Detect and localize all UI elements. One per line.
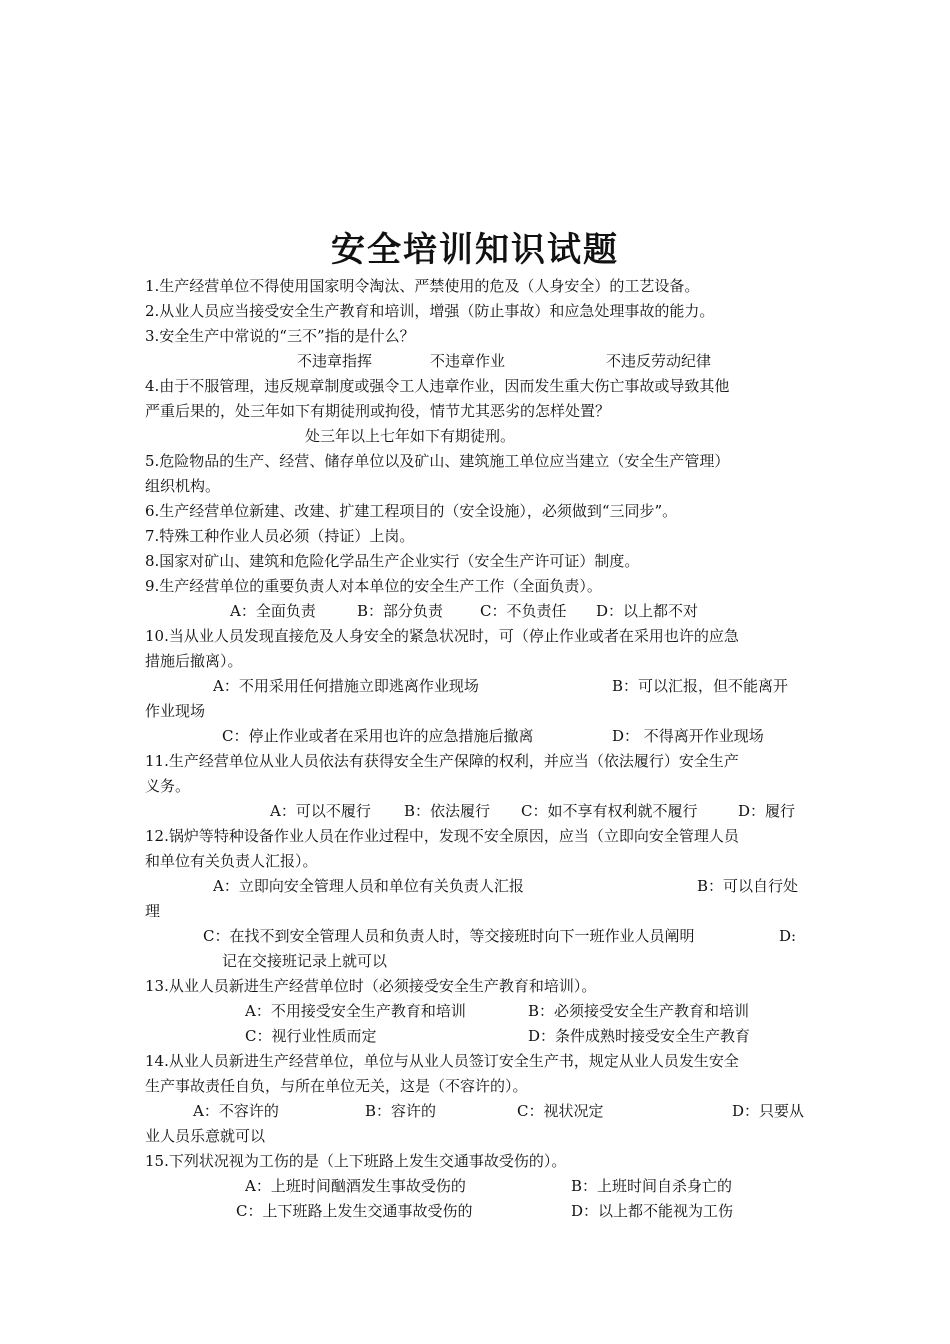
q12-option-c: C：在找不到安全管理人员和负责人时，等交接班时向下一班作业人员阐明 (203, 927, 695, 945)
q15-option-d: D：以上都不能视为工伤 (571, 1202, 734, 1220)
q9-option-a: A：全面负责 (230, 602, 316, 620)
q11-option-c: C：如不享有权利就不履行 (521, 802, 698, 820)
q13-option-d: D：条件成熟时接受安全生产教育 (528, 1027, 751, 1045)
q4-text-line1: 4.由于不服管理，违反规章制度或强令工人违章作业，因而发生重大伤亡事故或导致其他 (145, 377, 730, 395)
q12-option-b-cont: 理 (145, 902, 161, 920)
q2-text: 2.从业人员应当接受安全生产教育和培训，增强（防止事故）和应急处理事故的能力。 (145, 302, 715, 320)
q14-text-line2: 生产事故责任自负，与所在单位无关，这是（不容许的）。 (145, 1077, 528, 1095)
q3-answer-1: 不违章指挥 (297, 352, 373, 370)
q10-option-b-cont: 作业现场 (145, 702, 206, 720)
q10-text-line2: 措施后撤离）。 (145, 652, 243, 670)
q11-text-line1: 11.生产经营单位从业人员依法有获得安全生产保障的权利，并应当（依法履行）安全生产 (145, 752, 739, 770)
q15-option-c: C：上下班路上发生交通事故受伤的 (236, 1202, 473, 1220)
q10-option-b: B：可以汇报，但不能离开 (612, 677, 789, 695)
q3-answer-3: 不违反劳动纪律 (606, 352, 712, 370)
q12-text-line1: 12.锅炉等特种设备作业人员在作业过程中，发现不安全原因，应当（立即向安全管理人员 (145, 827, 739, 845)
q8-text: 8.国家对矿山、建筑和危险化学品生产企业实行（安全生产许可证）制度。 (145, 552, 640, 570)
q3-text: 3.安全生产中常说的“三不”指的是什么？ (145, 327, 415, 345)
q12-option-a: A：立即向安全管理人员和单位有关负责人汇报 (213, 877, 524, 895)
q12-text-line2: 和单位有关负责人汇报）。 (145, 852, 318, 870)
q10-option-d: D： 不得离开作业现场 (612, 727, 764, 745)
q7-text: 7.特殊工种作业人员必须（持证）上岗。 (145, 527, 415, 545)
q15-option-b: B：上班时间自杀身亡的 (571, 1177, 733, 1195)
q14-option-d-cont: 业人员乐意就可以 (145, 1127, 266, 1145)
q11-option-d: D：履行 (738, 802, 796, 820)
q5-text-line2: 组织机构。 (145, 477, 221, 495)
q9-option-c: C：不负责任 (480, 602, 567, 620)
q10-option-a: A：不用采用任何措施立即逃离作业现场 (213, 677, 479, 695)
q10-option-c: C：停止作业或者在采用也许的应急措施后撤离 (222, 727, 534, 745)
q13-text: 13.从业人员新进生产经营单位时（必须接受安全生产教育和培训）。 (145, 977, 597, 995)
q14-option-d: D：只要从 (732, 1102, 805, 1120)
q15-text: 15.下列状况视为工伤的是（上下班路上发生交通事故受伤的）。 (145, 1152, 567, 1170)
q14-option-b: B：容许的 (365, 1102, 437, 1120)
q15-option-a: A：上班时间酗酒发生事故受伤的 (245, 1177, 466, 1195)
q11-option-a: A：可以不履行 (270, 802, 371, 820)
q9-option-d: D：以上都不对 (596, 602, 699, 620)
q9-text: 9.生产经营单位的重要负责人对本单位的安全生产工作（全面负责）。 (145, 577, 602, 595)
q6-text: 6.生产经营单位新建、改建、扩建工程项目的（安全设施），必须做到“三同步”。 (145, 502, 678, 520)
q9-option-b: B：部分负责 (357, 602, 444, 620)
q3-answer-2: 不违章作业 (430, 352, 506, 370)
q13-option-c: C：视行业性质而定 (245, 1027, 377, 1045)
q1-text: 1.生产经营单位不得使用国家明令淘汰、严禁使用的危及（人身安全）的工艺设备。 (145, 277, 700, 295)
q12-option-d: D: (779, 927, 797, 945)
document-title: 安全培训知识试题 (331, 230, 619, 270)
q13-option-b: B：必须接受安全生产教育和培训 (528, 1002, 750, 1020)
q14-text-line1: 14.从业人员新进生产经营单位，单位与从业人员签订安全生产书，规定从业人员发生安全 (145, 1052, 739, 1070)
q14-option-a: A：不容许的 (193, 1102, 279, 1120)
q13-option-a: A：不用接受安全生产教育和培训 (245, 1002, 466, 1020)
q4-answer: 处三年以上七年如下有期徒刑。 (305, 427, 516, 445)
q4-text-line2: 严重后果的，处三年如下有期徒刑或拘役，情节尤其恶劣的怎样处置？ (145, 402, 611, 420)
q11-text-line2: 义务。 (145, 777, 191, 795)
q14-option-c: C：视状况定 (517, 1102, 604, 1120)
q10-text-line1: 10.当从业人员发现直接危及人身安全的紧急状况时，可（停止作业或者在采用也许的应急 (145, 627, 739, 645)
q5-text-line1: 5.危险物品的生产、经营、储存单位以及矿山、建筑施工单位应当建立（安全生产管理） (145, 452, 730, 470)
q12-option-b: B：可以自行处 (697, 877, 799, 895)
q11-option-b: B：依法履行 (404, 802, 491, 820)
q12-option-d-cont: 记在交接班记录上就可以 (222, 952, 388, 970)
